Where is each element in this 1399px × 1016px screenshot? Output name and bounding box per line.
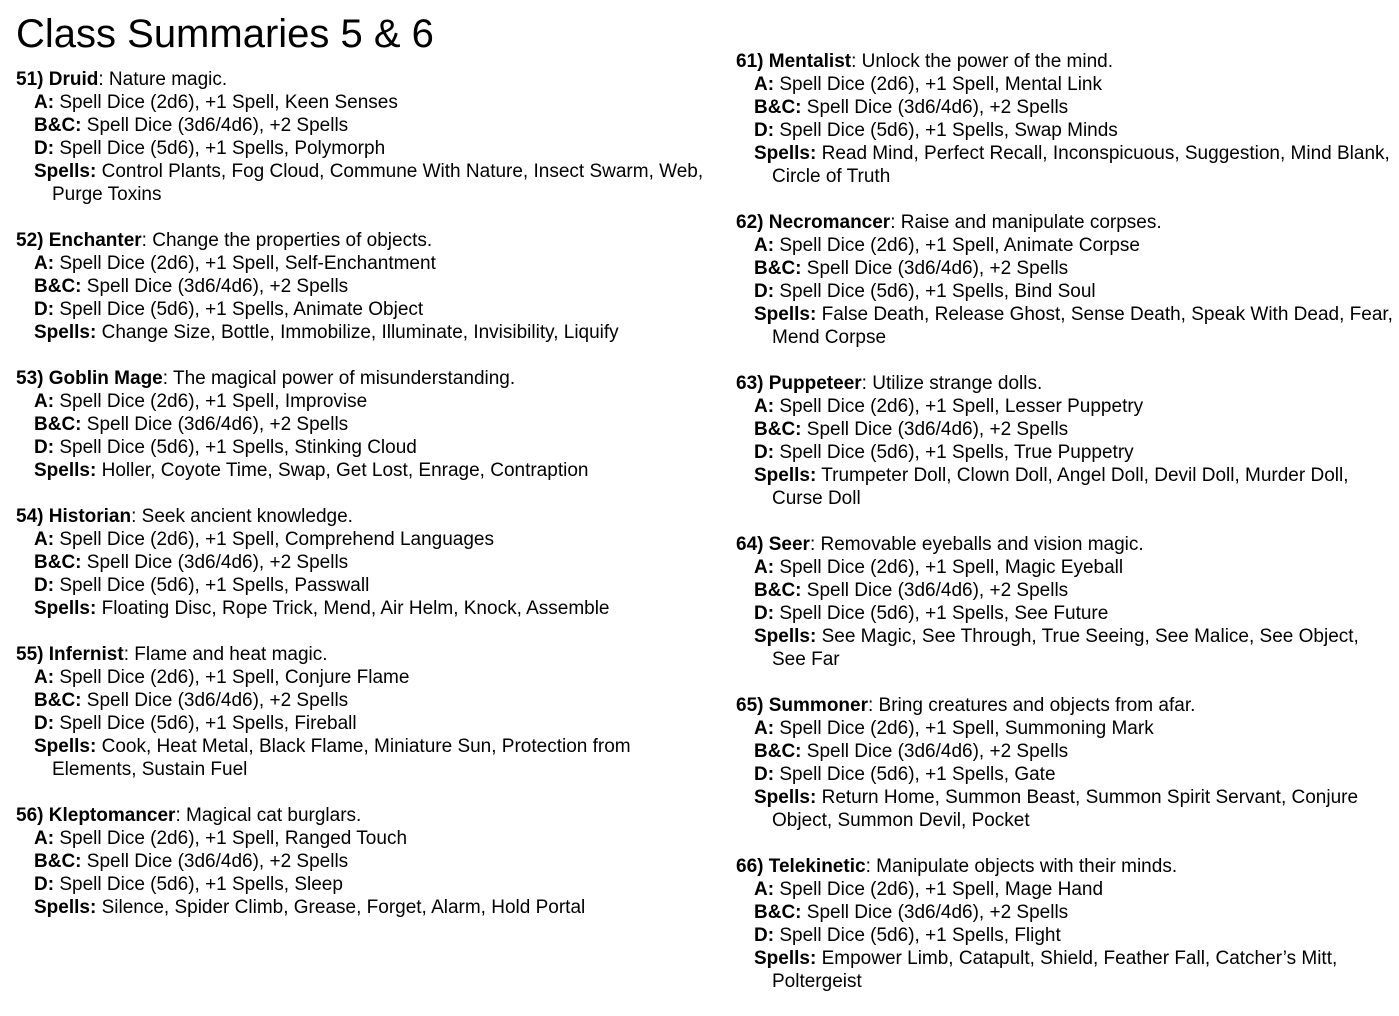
spells-text: Cook, Heat Metal, Black Flame, Miniature Sun, Protection from Elements, Sustain Fuel — [52, 736, 631, 780]
tier-a-label: A: — [754, 74, 775, 95]
spells-text: Change Size, Bottle, Immobilize, Illuminate, Invisibility, Liquify — [101, 322, 619, 343]
class-name: Seer — [768, 534, 810, 555]
spells-label: Spells: — [34, 460, 97, 481]
class-number: 62) — [736, 212, 764, 233]
tier-d-label: D: — [34, 138, 55, 159]
spells-label: Spells: — [754, 948, 817, 969]
tier-bc-line — [16, 413, 706, 436]
spells-label: Spells: — [754, 143, 817, 164]
tier-bc-label: B&C: — [34, 851, 82, 872]
class-entry-seer — [736, 533, 1396, 671]
tier-bc-text: Spell Dice (3d6/4d6), +2 Spells — [806, 902, 1069, 923]
tier-d-text: Spell Dice (5d6), +1 Spells, Passwall — [59, 575, 370, 596]
spells-text: Holler, Coyote Time, Swap, Get Lost, Enrage, Contraption — [101, 460, 589, 481]
class-description: : Change the properties of objects. — [141, 230, 433, 251]
class-number: 55) — [16, 644, 44, 665]
tier-a-line — [16, 666, 706, 689]
tier-d-text: Spell Dice (5d6), +1 Spells, Animate Object — [59, 299, 424, 320]
class-name: Puppeteer — [768, 373, 862, 394]
spells-text: Empower Limb, Catapult, Shield, Feather Fall, Catcher’s Mitt, Poltergeist — [772, 948, 1338, 992]
class-description: : Utilize strange dolls. — [861, 373, 1043, 394]
class-heading — [16, 367, 706, 390]
class-entry-summoner — [736, 694, 1396, 832]
tier-d-line — [736, 441, 1396, 464]
tier-bc-line — [736, 740, 1396, 763]
tier-d-line — [16, 436, 706, 459]
spells-label: Spells: — [754, 465, 817, 486]
tier-d-label: D: — [754, 603, 775, 624]
right-column — [736, 50, 1396, 1016]
tier-d-line — [16, 873, 706, 896]
tier-d-label: D: — [34, 713, 55, 734]
tier-d-label: D: — [754, 764, 775, 785]
class-name: Summoner — [768, 695, 868, 716]
class-description: : Seek ancient knowledge. — [131, 506, 353, 527]
tier-bc-text: Spell Dice (3d6/4d6), +2 Spells — [86, 552, 349, 573]
class-number: 54) — [16, 506, 44, 527]
tier-d-label: D: — [754, 925, 775, 946]
tier-bc-label: B&C: — [34, 552, 82, 573]
tier-d-label: D: — [34, 874, 55, 895]
tier-d-label: D: — [754, 442, 775, 463]
class-number: 51) — [16, 69, 44, 90]
tier-d-text: Spell Dice (5d6), +1 Spells, True Puppetry — [779, 442, 1134, 463]
tier-bc-label: B&C: — [34, 414, 82, 435]
class-entry-telekinetic — [736, 855, 1396, 993]
tier-bc-line — [736, 96, 1396, 119]
tier-a-line — [736, 556, 1396, 579]
class-entry-necromancer — [736, 211, 1396, 349]
tier-a-text: Spell Dice (2d6), +1 Spell, Conjure Flame — [59, 667, 410, 688]
tier-a-line — [16, 390, 706, 413]
tier-d-line — [16, 137, 706, 160]
spells-text: Silence, Spider Climb, Grease, Forget, Alarm, Hold Portal — [101, 897, 586, 918]
tier-bc-text: Spell Dice (3d6/4d6), +2 Spells — [806, 419, 1069, 440]
class-name: Enchanter — [48, 230, 142, 251]
tier-d-text: Spell Dice (5d6), +1 Spells, Stinking Cloud — [59, 437, 417, 458]
spells-line — [16, 321, 706, 344]
class-name: Necromancer — [768, 212, 891, 233]
class-name: Kleptomancer — [48, 805, 176, 826]
tier-d-text: Spell Dice (5d6), +1 Spells, Flight — [779, 925, 1061, 946]
class-description: : Unlock the power of the mind. — [851, 51, 1114, 72]
tier-bc-label: B&C: — [34, 276, 82, 297]
tier-d-text: Spell Dice (5d6), +1 Spells, Sleep — [59, 874, 343, 895]
tier-a-label: A: — [754, 557, 775, 578]
tier-bc-line — [736, 257, 1396, 280]
class-description: : Removable eyeballs and vision magic. — [809, 534, 1144, 555]
spells-line — [736, 142, 1396, 188]
class-name: Historian — [48, 506, 132, 527]
spells-line — [736, 303, 1396, 349]
tier-bc-text: Spell Dice (3d6/4d6), +2 Spells — [86, 690, 349, 711]
class-description: : The magical power of misunderstanding. — [162, 368, 516, 389]
tier-d-text: Spell Dice (5d6), +1 Spells, Polymorph — [59, 138, 386, 159]
class-heading — [16, 643, 706, 666]
tier-bc-label: B&C: — [34, 690, 82, 711]
class-description: : Bring creatures and objects from afar. — [868, 695, 1196, 716]
class-name: Druid — [48, 69, 99, 90]
tier-a-text: Spell Dice (2d6), +1 Spell, Mental Link — [779, 74, 1102, 95]
tier-a-label: A: — [34, 667, 55, 688]
tier-bc-label: B&C: — [754, 741, 802, 762]
spells-label: Spells: — [34, 736, 97, 757]
class-entry-historian — [16, 505, 706, 620]
tier-a-text: Spell Dice (2d6), +1 Spell, Animate Corpse — [779, 235, 1141, 256]
tier-bc-text: Spell Dice (3d6/4d6), +2 Spells — [806, 580, 1069, 601]
tier-bc-text: Spell Dice (3d6/4d6), +2 Spells — [806, 97, 1069, 118]
spells-label: Spells: — [754, 787, 817, 808]
tier-a-label: A: — [34, 391, 55, 412]
tier-bc-text: Spell Dice (3d6/4d6), +2 Spells — [806, 741, 1069, 762]
tier-a-label: A: — [754, 718, 775, 739]
class-description: : Raise and manipulate corpses. — [890, 212, 1162, 233]
tier-d-text: Spell Dice (5d6), +1 Spells, Fireball — [59, 713, 357, 734]
class-name: Goblin Mage — [48, 368, 163, 389]
spells-text: Read Mind, Perfect Recall, Inconspicuous, Suggestion, Mind Blank, Circle of Truth — [772, 143, 1390, 187]
class-entry-puppeteer — [736, 372, 1396, 510]
tier-a-line — [736, 395, 1396, 418]
tier-d-line — [736, 763, 1396, 786]
tier-a-line — [16, 528, 706, 551]
left-column — [16, 68, 706, 942]
tier-a-text: Spell Dice (2d6), +1 Spell, Lesser Puppetry — [779, 396, 1144, 417]
tier-bc-text: Spell Dice (3d6/4d6), +2 Spells — [86, 115, 349, 136]
tier-d-label: D: — [754, 120, 775, 141]
tier-a-label: A: — [754, 396, 775, 417]
class-number: 52) — [16, 230, 44, 251]
spells-text: Floating Disc, Rope Trick, Mend, Air Helm, Knock, Assemble — [101, 598, 610, 619]
spells-line — [16, 735, 706, 781]
spells-line — [736, 625, 1396, 671]
tier-bc-line — [736, 901, 1396, 924]
spells-line — [16, 160, 706, 206]
spells-label: Spells: — [34, 598, 97, 619]
class-number: 64) — [736, 534, 764, 555]
class-heading — [16, 229, 706, 252]
tier-d-label: D: — [34, 437, 55, 458]
class-number: 65) — [736, 695, 764, 716]
class-entry-enchanter — [16, 229, 706, 344]
tier-d-text: Spell Dice (5d6), +1 Spells, Swap Minds — [779, 120, 1118, 141]
tier-d-line — [16, 298, 706, 321]
tier-a-text: Spell Dice (2d6), +1 Spell, Comprehend Languages — [59, 529, 494, 550]
tier-d-line — [736, 119, 1396, 142]
spells-line — [736, 464, 1396, 510]
spells-text: Control Plants, Fog Cloud, Commune With Nature, Insect Swarm, Web, Purge Toxins — [52, 161, 704, 205]
tier-bc-label: B&C: — [754, 419, 802, 440]
spells-label: Spells: — [34, 322, 97, 343]
tier-d-line — [16, 712, 706, 735]
tier-a-text: Spell Dice (2d6), +1 Spell, Ranged Touch — [59, 828, 408, 849]
tier-bc-text: Spell Dice (3d6/4d6), +2 Spells — [806, 258, 1069, 279]
class-number: 66) — [736, 856, 764, 877]
class-description: : Magical cat burglars. — [175, 805, 362, 826]
spells-line — [16, 597, 706, 620]
tier-d-label: D: — [34, 299, 55, 320]
tier-a-text: Spell Dice (2d6), +1 Spell, Improvise — [59, 391, 368, 412]
tier-bc-line — [16, 689, 706, 712]
tier-a-line — [736, 717, 1396, 740]
class-heading — [736, 211, 1396, 234]
class-entry-mentalist — [736, 50, 1396, 188]
class-number: 61) — [736, 51, 764, 72]
tier-bc-line — [16, 850, 706, 873]
class-name: Infernist — [48, 644, 124, 665]
class-heading — [736, 694, 1396, 717]
tier-a-line — [736, 73, 1396, 96]
tier-bc-label: B&C: — [34, 115, 82, 136]
spells-line — [16, 896, 706, 919]
tier-a-label: A: — [754, 879, 775, 900]
spells-text: False Death, Release Ghost, Sense Death, Speak With Dead, Fear, Mend Corpse — [772, 304, 1393, 348]
class-entry-kleptomancer — [16, 804, 706, 919]
spells-text: See Magic, See Through, True Seeing, See Malice, See Object, See Far — [772, 626, 1359, 670]
page-title: Class Summaries 5 & 6 — [16, 12, 434, 56]
class-heading — [736, 855, 1396, 878]
class-number: 53) — [16, 368, 44, 389]
tier-a-text: Spell Dice (2d6), +1 Spell, Self-Enchantment — [59, 253, 436, 274]
spells-label: Spells: — [34, 897, 97, 918]
tier-d-text: Spell Dice (5d6), +1 Spells, Gate — [779, 764, 1056, 785]
class-name: Telekinetic — [768, 856, 866, 877]
tier-a-label: A: — [34, 253, 55, 274]
class-description: : Nature magic. — [98, 69, 228, 90]
class-entry-infernist — [16, 643, 706, 781]
spells-line — [16, 459, 706, 482]
tier-a-label: A: — [34, 529, 55, 550]
class-heading — [16, 505, 706, 528]
tier-bc-label: B&C: — [754, 580, 802, 601]
tier-d-line — [16, 574, 706, 597]
tier-bc-label: B&C: — [754, 258, 802, 279]
tier-d-line — [736, 280, 1396, 303]
tier-a-text: Spell Dice (2d6), +1 Spell, Keen Senses — [59, 92, 398, 113]
class-entry-goblin-mage — [16, 367, 706, 482]
tier-bc-line — [16, 551, 706, 574]
tier-bc-line — [736, 418, 1396, 441]
spells-label: Spells: — [34, 161, 97, 182]
tier-bc-text: Spell Dice (3d6/4d6), +2 Spells — [86, 851, 349, 872]
class-heading — [16, 68, 706, 91]
class-heading — [736, 50, 1396, 73]
class-heading — [736, 372, 1396, 395]
tier-a-line — [736, 878, 1396, 901]
tier-a-label: A: — [34, 828, 55, 849]
spells-label: Spells: — [754, 626, 817, 647]
spells-label: Spells: — [754, 304, 817, 325]
class-number: 63) — [736, 373, 764, 394]
tier-bc-text: Spell Dice (3d6/4d6), +2 Spells — [86, 414, 349, 435]
tier-d-line — [736, 924, 1396, 947]
class-name: Mentalist — [768, 51, 852, 72]
tier-a-text: Spell Dice (2d6), +1 Spell, Summoning Mark — [779, 718, 1154, 739]
tier-bc-line — [16, 114, 706, 137]
tier-bc-label: B&C: — [754, 902, 802, 923]
tier-a-text: Spell Dice (2d6), +1 Spell, Magic Eyeball — [779, 557, 1124, 578]
tier-a-label: A: — [34, 92, 55, 113]
class-description: : Manipulate objects with their minds. — [865, 856, 1178, 877]
tier-a-line — [736, 234, 1396, 257]
tier-bc-text: Spell Dice (3d6/4d6), +2 Spells — [86, 276, 349, 297]
spells-text: Trumpeter Doll, Clown Doll, Angel Doll, Devil Doll, Murder Doll, Curse Doll — [772, 465, 1349, 509]
tier-bc-line — [16, 275, 706, 298]
class-entry-druid — [16, 68, 706, 206]
tier-a-line — [16, 91, 706, 114]
tier-d-text: Spell Dice (5d6), +1 Spells, See Future — [779, 603, 1109, 624]
spells-line — [736, 947, 1396, 993]
class-heading — [16, 804, 706, 827]
tier-bc-label: B&C: — [754, 97, 802, 118]
tier-d-line — [736, 602, 1396, 625]
class-heading — [736, 533, 1396, 556]
spells-line — [736, 786, 1396, 832]
tier-bc-line — [736, 579, 1396, 602]
spells-text: Return Home, Summon Beast, Summon Spirit Servant, Conjure Object, Summon Devil, Pocket — [772, 787, 1359, 831]
tier-a-line — [16, 252, 706, 275]
tier-d-label: D: — [754, 281, 775, 302]
tier-a-label: A: — [754, 235, 775, 256]
tier-a-line — [16, 827, 706, 850]
tier-d-text: Spell Dice (5d6), +1 Spells, Bind Soul — [779, 281, 1096, 302]
class-description: : Flame and heat magic. — [123, 644, 328, 665]
tier-a-text: Spell Dice (2d6), +1 Spell, Mage Hand — [779, 879, 1104, 900]
tier-d-label: D: — [34, 575, 55, 596]
class-number: 56) — [16, 805, 44, 826]
